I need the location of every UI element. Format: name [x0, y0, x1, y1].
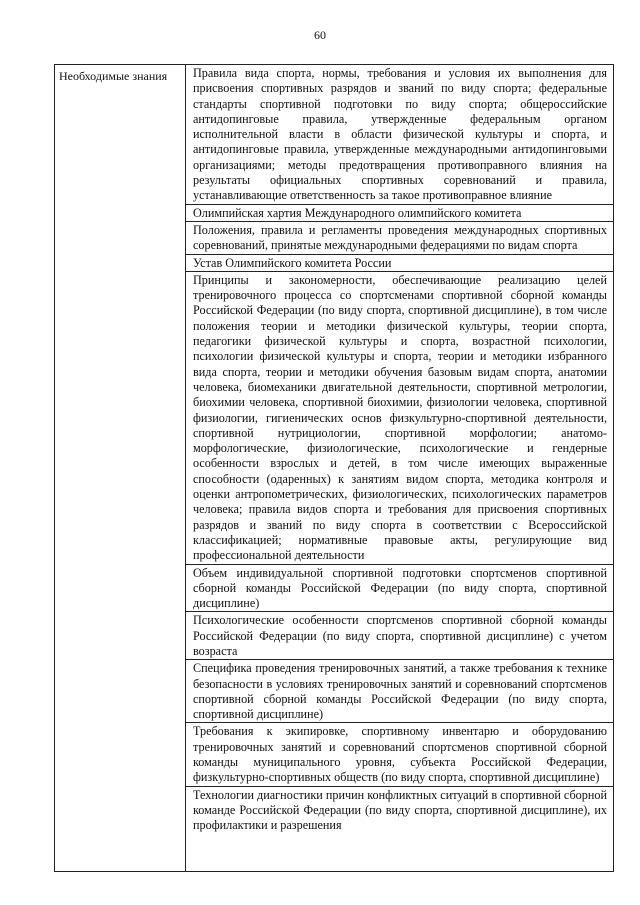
list-item [186, 255, 613, 272]
list-item [186, 565, 613, 613]
item-text: Устав Олимпийского комитета России [193, 255, 392, 270]
knowledge-table [54, 64, 614, 872]
item-text: Технологии диагностики причин конфликтных ситуаций в спортивной сборной команде Российской Федерации (по виду спорта, спортивной дисциплине), их профилактики и разрешения [193, 787, 607, 833]
item-text: Специфика проведения тренировочных занятий, а также требования к технике безопасности в условиях тренировочных занятий и соревнований спортсменов спортивной сборной команды Российской Федерации (по виду спорта, спортивной дисциплине) [193, 661, 607, 722]
list-item [186, 660, 613, 723]
table-row [55, 65, 614, 872]
item-text: Правила вида спорта, нормы, требования и условия их выполнения для присвоения спортивных разрядов и званий по виду спорта; федеральные стандарты спортивной подготовки по виду спорта; общероссийские антидопинговые правила, утвержденные федеральным органом исполнительной власти в области физической культуры и спорта, и антидопинговые правила, утвержденные международными антидопинговыми организациями; методы предотвращения противоправного влияния на результаты официальных спортивных соревнований и правила, устанавливающие ответственность за такое противоправное влияние [193, 66, 607, 203]
item-text: Принципы и закономерности, обеспечивающие реализацию целей тренировочного процесса со спортсменами спортивной сборной команды Российской Федерации (по виду спорта, спортивной дисциплине), в том числе положения теории и методики физической культуры, теории спорта, педагогики физической культуры и спорта, возрастной психологии, психологии физической культуры и спорта, теории и методики избранного вида спорта, теории и методики обучения базовым видам спорта, анатомии человека, биомеханики двигательной деятельности, спортивной метрологии, биохимии человека, спортивной биохимии, физиологии человека, спортивной физиологии, гигиенических основ физкультурно-спортивной деятельности, спортивной нутрициологии, спортивной морфологии; анатомо-морфологические, физиологические, психологические и гендерные особенности взрослых и детей, в том числе имеющих выраженные способности (одаренных) к занятиям видом спорта, методика контроля и оценки антропометрических, физиологических, психологических параметров человека; правила видов спорта и требования для присвоения спортивных разрядов и званий по виду спорта в соответствии с Всероссийской классификацией; нормативные правовые акты, регулирующие вид профессиональной деятельности [193, 272, 607, 563]
list-item [186, 723, 613, 786]
list-item [186, 65, 613, 205]
item-text: Положения, правила и регламенты проведения международных спортивных соревнований, принятые международными федерациями по видам спорта [193, 222, 607, 253]
item-text: Требования к экипировке, спортивному инвентарю и оборудованию тренировочных занятий и соревнований спортсменов спортивной сборной команды муниципального уровня, субъекта Российской Федерации, физкультурно-спортивных обществ (по виду спорта, спортивной дисциплине) [193, 724, 607, 785]
list-item [186, 222, 613, 255]
items-cell [186, 65, 614, 872]
row-label: Необходимые знания [59, 69, 168, 83]
label-cell [55, 65, 186, 872]
item-text: Олимпийская хартия Международного олимпийского комитета [193, 205, 522, 220]
list-item [186, 787, 613, 834]
list-item [186, 205, 613, 222]
list-item [186, 272, 613, 565]
page-number: 60 [314, 28, 326, 42]
item-text: Объем индивидуальной спортивной подготовки спортсменов спортивной сборной команды Российской Федерации (по виду спорта, спортивной дисциплине) [193, 565, 607, 611]
item-text: Психологические особенности спортсменов спортивной сборной команды Российской Федерации (по виду спорта, спортивной дисциплине) с учетом возраста [193, 613, 607, 658]
list-item [186, 612, 613, 660]
